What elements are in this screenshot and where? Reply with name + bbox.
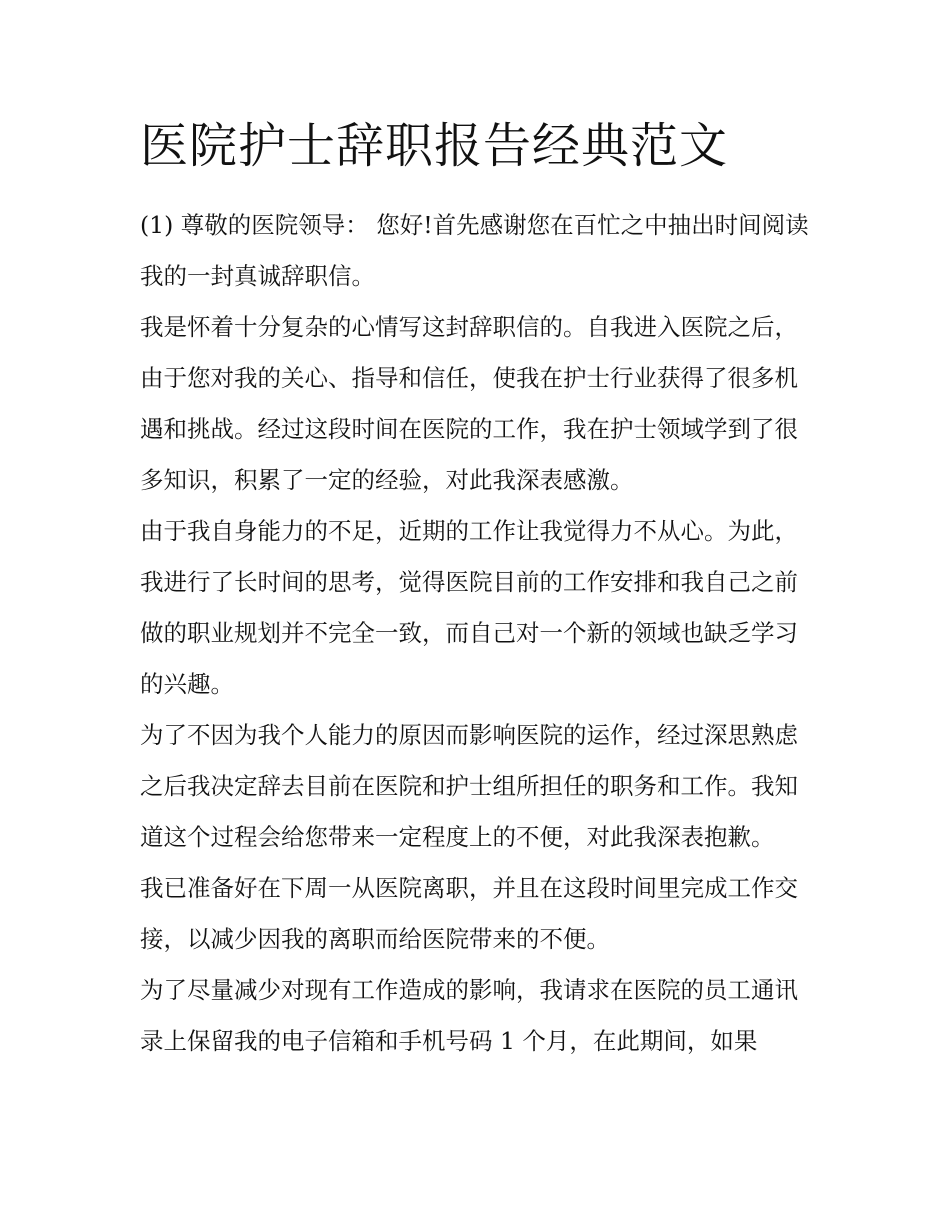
- paragraph-decision: 为了不因为我个人能力的原因而影响医院的运作，经过深思熟虑之后我决定辞去目前在医院和护士组所担任的职务和工作。我知道这个过程会给您带来一定程度上的不便，对此我深表抱歉。: [140, 721, 798, 851]
- paragraph-departure-date: 我已准备好在下周一从医院离职，并且在这段时间里完成工作交接，以减少因我的离职而给医院带来的不便。: [140, 874, 798, 953]
- document-title: 医院护士辞职报告经典范文: [140, 118, 729, 174]
- paragraph-salutation: (1) 尊敬的医院领导： 您好!首先感谢您在百忙之中抽出时间阅读我的一封真诚辞职信。: [140, 211, 809, 290]
- paragraph-gratitude: 我是怀着十分复杂的心情写这封辞职信的。自我进入医院之后，由于您对我的关心、指导和信任，使我在护士行业获得了很多机遇和挑战。经过这段时间在医院的工作，我在护士领域学到了很多知识，积累了一定的经验，对此我深表感激。: [140, 313, 798, 494]
- paragraph-contact-request: 为了尽量减少对现有工作造成的影响，我请求在医院的员工通讯录上保留我的电子信箱和手机号码 1 个月，在此期间，如果: [140, 976, 798, 1055]
- document-body: [140, 200, 815, 1067]
- paragraph-reason: 由于我自身能力的不足，近期的工作让我觉得力不从心。为此，我进行了长时间的思考，觉得医院目前的工作安排和我自己之前做的职业规划并不完全一致，而自己对一个新的领域也缺乏学习的兴趣。: [140, 517, 798, 698]
